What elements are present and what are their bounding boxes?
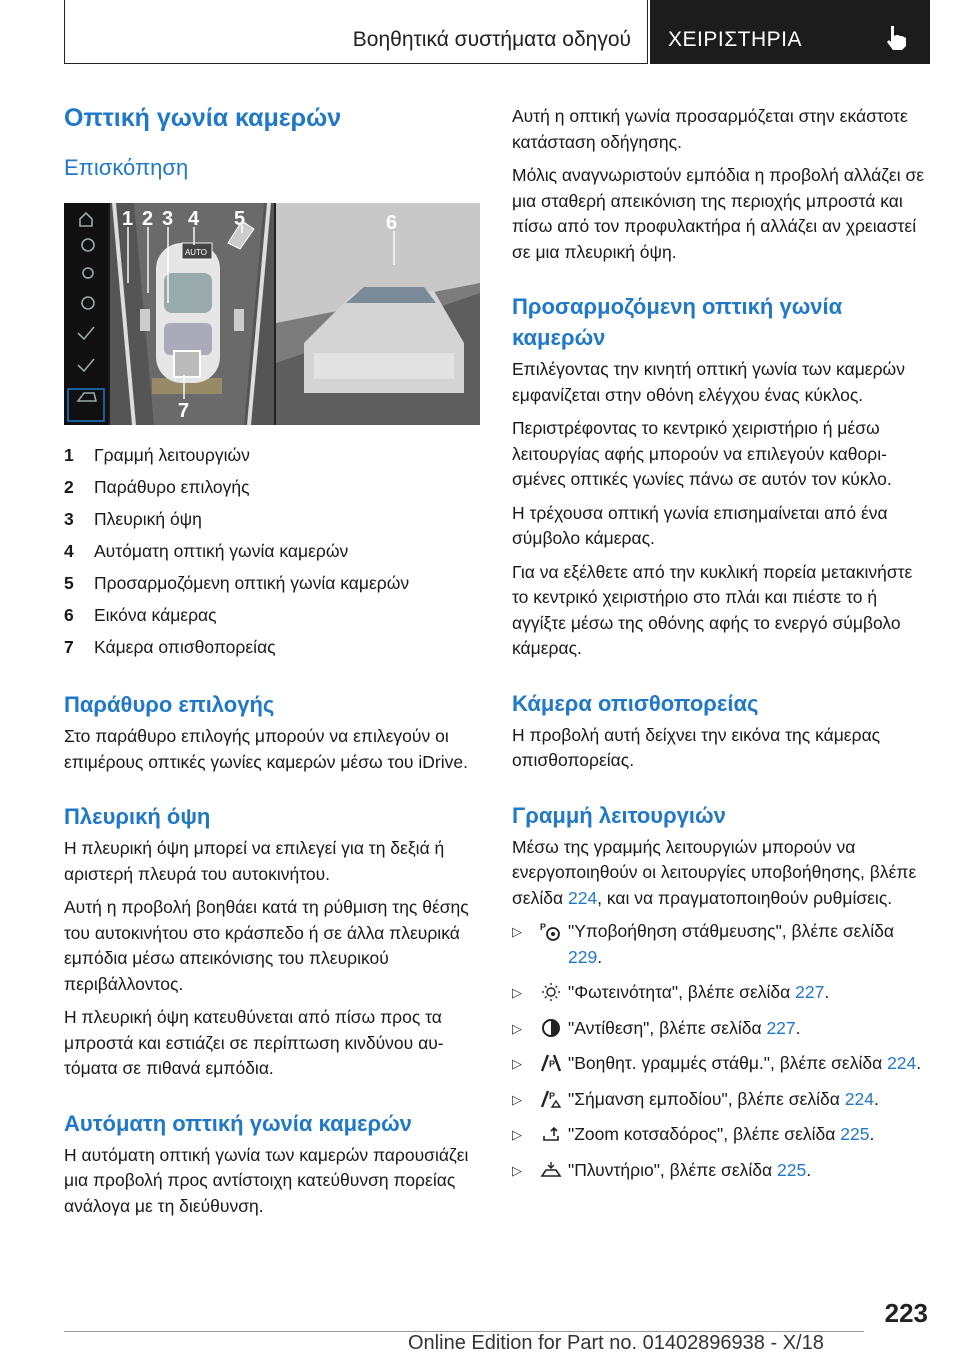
overview-heading: Επισκόπηση xyxy=(64,155,189,180)
list-item: ▷ "Πλυντήριο", βλέπε σελίδα 225. xyxy=(512,1158,928,1184)
side-view-text-2: Αυτή η προβολή βοηθάει κατά τη ρύθμιση της θέσης του αυτοκινήτου στο κράσπεδο ή σε άλλα πλευρικά εμπόδια μέσω απεικόνισης του πλευρικού περιβάλλοντος. xyxy=(64,897,469,994)
figure-label-7: 7 xyxy=(178,400,190,422)
svg-text:P: P xyxy=(549,1059,556,1069)
auto-view-text-3: Μόλις αναγνωριστούν εμπόδια η προβολή αλλάζει σε μια σταθερή απεικόνιση της περιοχής μπροστά και πίσω από τον προφυλακτήρα ή αλλάζει αν χρειαστεί σε μια πλευρική όψη. xyxy=(512,165,925,262)
page-link[interactable]: 227 xyxy=(795,982,825,1002)
figure-label-2: 2 xyxy=(142,208,154,230)
bullet-triangle-icon: ▷ xyxy=(512,924,522,939)
page-link[interactable]: 225 xyxy=(776,1159,807,1180)
page-header xyxy=(64,0,930,64)
figure-legend xyxy=(64,439,482,663)
legend-item: 5 Προσαρμοζόμενη οπτική γωνία καμερών xyxy=(64,573,410,593)
legend-item: 3 Πλευρική όψη xyxy=(64,509,202,529)
adaptive-view-text-1: Επιλέγοντας την κινητή οπτική γωνία των καμερών εμφανίζεται στην οθόνη ελέγχου ένας κύκλος. xyxy=(512,359,905,405)
adaptive-view-text-4: Για να εξέλθετε από την κυκλική πορεία μετακινήστε το κεντρικό χειριστήριο στο πλάι και πιέστε το ή αγγίξτε μέσω της οθόνης αφής το ενεργό σύμβολο κάμερας. xyxy=(512,561,913,658)
legend-item: 4 Αυτόματη οπτική γωνία καμερών xyxy=(64,541,349,561)
list-item: ▷ "Zoom κοτσαδόρος", βλέπε σελίδα 225. xyxy=(512,1122,928,1148)
bullet-triangle-icon: ▷ xyxy=(512,1127,522,1142)
legend-item: 1 Γραμμή λειτουργιών xyxy=(64,445,250,465)
adaptive-view-heading: Προσαρμοζόμενη οπτική γωνία καμερών xyxy=(512,294,843,350)
page-link[interactable]: 224 xyxy=(887,1053,917,1073)
bullet-triangle-icon: ▷ xyxy=(512,1020,522,1036)
figure-label-6: 6 xyxy=(386,212,398,234)
page-number: 223 xyxy=(884,1298,928,1328)
side-view-text-3: Η πλευρική όψη κατευθύνεται από πίσω προς τα μπροστά και εστιάζει σε περίπτωση κινδύνου αυτόματα σε πιθανά εμπόδια. xyxy=(64,1007,444,1078)
bullet-triangle-icon: ▷ xyxy=(512,1091,522,1107)
camera-view-figure xyxy=(64,203,480,425)
list-item: ▷ "Αντίθεση", βλέπε σελίδα 227. xyxy=(512,1016,928,1042)
function-list xyxy=(512,919,928,1183)
page-link[interactable]: 225 xyxy=(840,1124,870,1144)
function-bar-heading: Γραμμή λειτουργιών xyxy=(512,802,726,828)
figure-label-3: 3 xyxy=(162,208,174,230)
list-item: ▷ P "Βοηθητ. γραμμές στάθμ.", βλέπε σελίδα 224. xyxy=(512,1051,928,1077)
selection-window-text: Στο παράθυρο επιλογής μπορούν να επιλεγούν οι επιμέρους οπτικές γωνίες καμερών μέσω του iDrive. xyxy=(64,726,468,772)
obstacle-marking-icon xyxy=(540,1089,562,1109)
guide-lines-icon xyxy=(540,1053,562,1073)
figure-label-5: 5 xyxy=(234,208,246,230)
page-title: Οπτική γωνία καμερών xyxy=(64,104,342,132)
header-chapter-box xyxy=(650,0,930,64)
bullet-triangle-icon: ▷ xyxy=(512,1162,522,1178)
contrast-icon xyxy=(540,1018,562,1038)
camera-view-illustration xyxy=(64,203,480,425)
bullet-triangle-icon: ▷ xyxy=(512,985,522,1000)
hand-pointer-icon xyxy=(882,22,912,52)
side-view-text-1: Η πλευρική όψη μπορεί να επιλεγεί για τη δεξιά ή αριστερή πλευρά του αυτοκινήτου. xyxy=(64,838,445,884)
list-item: ▷ P "Σήμανση εμποδίου", βλέπε σελίδα 224. xyxy=(512,1087,928,1113)
svg-text:P: P xyxy=(549,1090,556,1101)
right-column xyxy=(512,104,928,1193)
reverse-camera-heading: Κάμερα οπισθοπορείας xyxy=(512,690,759,716)
header-section: Βοηθητικά συστήματα οδηγού xyxy=(352,28,631,51)
header-section-box xyxy=(64,0,648,64)
list-item: ▷ "Φωτεινότητα", βλέπε σελίδα 227. xyxy=(512,980,928,1006)
adaptive-view-text-3: Η τρέχουσα οπτική γωνία επισημαίνεται από ένα σύμβολο κάμερας. xyxy=(512,502,888,548)
legend-item: 6 Εικόνα κάμερας xyxy=(64,605,217,625)
figure-label-4: 4 xyxy=(188,208,200,230)
page-link[interactable]: 224 xyxy=(844,1088,874,1109)
figure-label-1: 1 xyxy=(122,208,134,230)
svg-text:P: P xyxy=(540,922,547,932)
page-link[interactable]: 224 xyxy=(567,887,598,908)
washer-icon xyxy=(540,1160,562,1180)
header-chapter: ΧΕΙΡΙΣΤΗΡΙΑ xyxy=(668,28,803,51)
reverse-camera-text: Η προβολή αυτή δείχνει την εικόνα της κάμερας οπισθοπορείας. xyxy=(512,724,881,770)
auto-view-text-2: Αυτή η οπτική γωνία προσαρμόζεται στην εκάστοτε κατάσταση οδήγησης. xyxy=(512,106,908,152)
page-link[interactable]: 227 xyxy=(766,1017,796,1038)
brightness-icon xyxy=(540,982,562,1002)
auto-view-text: Η αυτόματη οπτική γωνία των καμερών παρουσιάζει μια προβολή προς αντίστοιχη κατεύθυνση πορείας ανάλογα με τη διεύθυνση. xyxy=(64,1144,469,1216)
left-column xyxy=(64,104,482,1227)
parking-assist-icon xyxy=(540,921,562,941)
zoom-curb-icon xyxy=(540,1124,562,1144)
legend-item: 7 Κάμερα οπισθοπορείας xyxy=(64,637,276,657)
page-link[interactable]: 229 xyxy=(568,946,598,967)
function-bar-text: Μέσω της γραμμής λειτουργιών μπορούν να ενεργοποιηθούν οι λειτουργίες υποβοήθησης, βλέπε σελίδα 224, και να πραγματοποιηθούν ρυθμίσεις. xyxy=(512,836,917,908)
adaptive-view-text-2: Περιστρέφοντας το κεντρικό χειριστήριο ή μέσω λειτουργίας αφής μπορούν να επιλεγούν καθορισμένες οπτικές γωνίες πάνω σε αυτόν τον κύκλο. xyxy=(512,418,892,489)
selection-window-heading: Παράθυρο επιλογής xyxy=(64,692,275,717)
list-item: ▷ P "Υποβοήθηση στάθμευσης", βλέπε σελίδα 229. xyxy=(512,921,894,967)
bullet-triangle-icon: ▷ xyxy=(512,1056,522,1071)
figure-badge: AUTO xyxy=(184,248,208,257)
footer-text: Online Edition for Part no. 01402896938 - X/18 xyxy=(408,1332,824,1354)
legend-item: 2 Παράθυρο επιλογής xyxy=(64,477,250,497)
auto-view-heading: Αυτόματη οπτική γωνία καμερών xyxy=(64,1110,412,1136)
side-view-heading: Πλευρική όψη xyxy=(64,804,211,829)
